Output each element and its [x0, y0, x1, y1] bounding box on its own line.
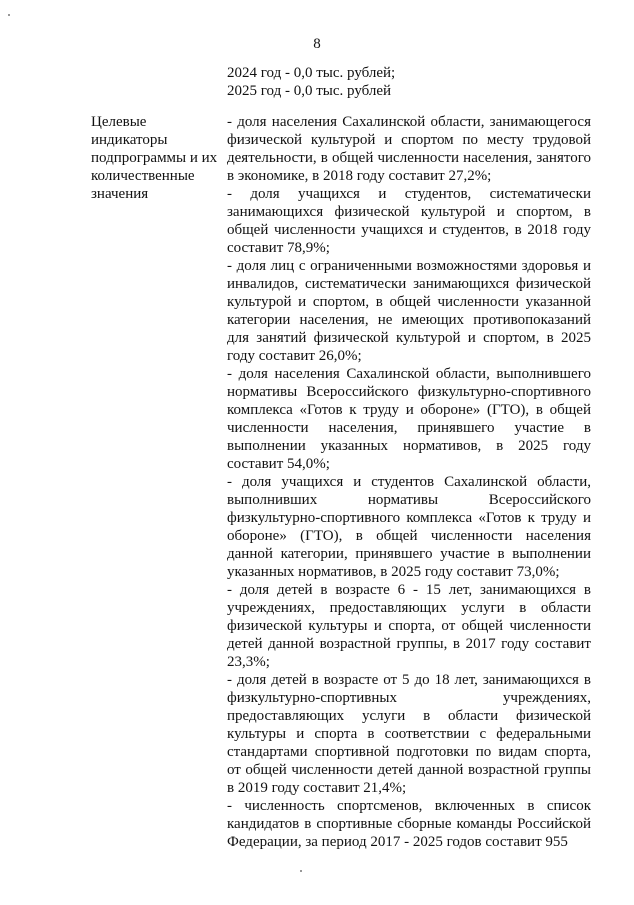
scan-speck	[8, 14, 10, 16]
indicator-national-team-candidates: - численность спортсменов, включенных в список кандидатов в спортивные сборные команды Российской Федерации, за период 2017 - 2025 годов составит 955	[227, 798, 591, 850]
indicators-list	[227, 113, 591, 851]
label-line: значения	[91, 186, 149, 202]
scan-speck	[300, 870, 302, 872]
label-line: Целевые	[91, 114, 147, 130]
indicator-children-5-18: - доля детей в возрасте от 5 до 18 лет, занимающихся в физкультурно-спортивных учреждениях, предоставляющих услуги в области физической культуры и спорта в соответствии с федеральными стандартами спортивной подготовки по видам спорта, от общей численности детей данной возрастной группы в 2019 году составит 21,4%;	[227, 672, 591, 796]
page-number: 8	[313, 36, 321, 52]
indicators-label	[91, 113, 226, 203]
funding-line-2024: 2024 год - 0,0 тыс. рублей;	[227, 65, 396, 81]
indicator-students-sport: - доля учащихся и студентов, систематически занимающихся физической культурой и спортом, в общей численности учащихся и студентов, в 2018 году составит 78,9%;	[227, 186, 591, 256]
label-line: индикаторы	[91, 132, 168, 148]
funding-block	[227, 64, 395, 100]
indicator-disabled-sport: - доля лиц с ограниченными возможностями здоровья и инвалидов, систематически занимающихся физической культурой и спортом, в общей численности указанной категории населения, не имеющих противопоказаний для занятий физической культурой и спортом, в 2025 году составит 26,0%;	[227, 258, 591, 364]
label-line: подпрограммы и их	[91, 150, 218, 166]
indicator-gto-students: - доля учащихся и студентов Сахалинской области, выполнивших нормативы Всероссийского физкультурно-спортивного комплекса «Готов к труду и обороне» (ГТО), в общей численности населения данной категории, принявшего участие в выполнении указанных нормативов, в 2025 году составит 73,0%;	[227, 474, 591, 580]
funding-line-2025: 2025 год - 0,0 тыс. рублей	[227, 83, 392, 99]
indicator-workplace-sport: - доля населения Сахалинской области, занимающегося физической культурой и спортом по месту трудовой деятельности, в общей численности населения, занятого в экономике, в 2018 году составит 27,2%;	[227, 114, 591, 184]
label-line: количественные	[91, 168, 195, 184]
indicator-children-6-15: - доля детей в возрасте 6 - 15 лет, занимающихся в учреждениях, предоставляющих услуги в области физической культуры и спорта, от общей численности детей данной возрастной группы, в 2017 году составит 23,3%;	[227, 582, 591, 670]
indicator-gto-population: - доля населения Сахалинской области, выполнившего нормативы Всероссийского физкультурно-спортивного комплекса «Готов к труду и обороне» (ГТО), в общей численности населения, принявшего участие в выполнении указанных нормативов, в 2025 году составит 54,0%;	[227, 366, 591, 472]
